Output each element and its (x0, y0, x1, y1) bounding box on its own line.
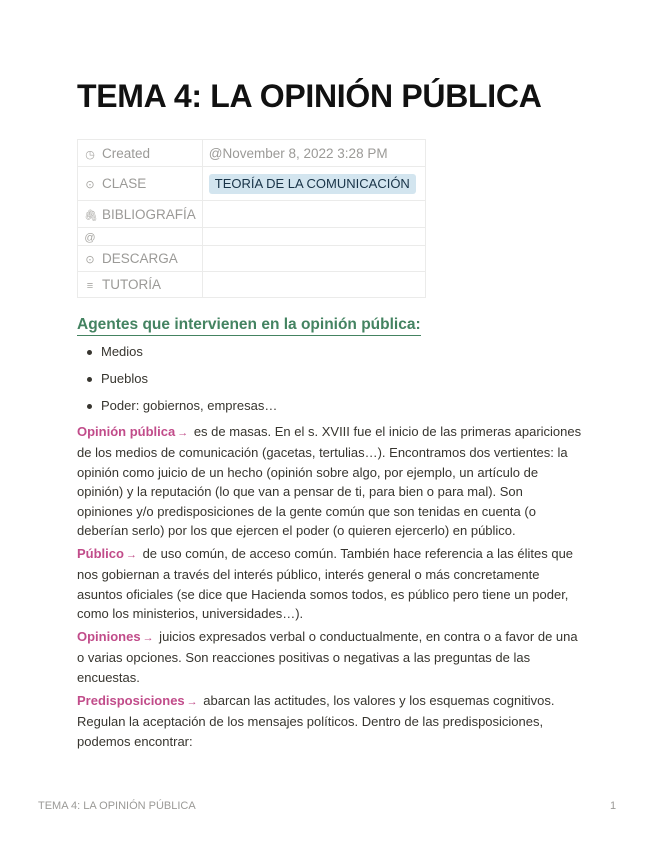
property-key: ⊙ DESCARGA (78, 246, 203, 272)
paperclip-icon: 🖇 (84, 209, 98, 222)
section-heading: Agentes que intervienen en la opinión pública: (77, 316, 421, 336)
paragraph-text: es de masas. En el s. XVIII fue el inicio de las primeras apariciones de los medios de comunicación (gacetas, tertulias…). Encontramos dos vertientes: la opinión como juicio de un hecho (opinión sobre algo, por ejemplo, un artículo de opinión) y la reputación (lo que van a pensar de ti, para bien o para mal). Son opiniones y/o predisposiciones de la gente común que son tenidas en cuenta (o deberían serlo) por los que ejercen el poder (o quieren ejercerlo) en público. (77, 424, 582, 539)
select-icon: ⊙ (85, 179, 95, 191)
property-row-created (78, 140, 426, 167)
property-row-at (78, 228, 426, 246)
bullet-list (77, 343, 277, 424)
arrow-icon: → (125, 549, 137, 561)
paragraph-predisposiciones (77, 691, 582, 751)
list-item: Poder: gobiernos, empresas… (77, 397, 277, 424)
arrow-icon: → (142, 632, 154, 644)
term-label: Opinión pública (77, 424, 176, 439)
property-key: ≡ TUTORÍA (78, 272, 203, 298)
page-title: TEMA 4: LA OPINIÓN PÚBLICA (77, 78, 542, 114)
property-row-descarga (78, 246, 426, 272)
list-item: Pueblos (77, 370, 277, 397)
property-key (78, 228, 203, 246)
property-row-tutoria (78, 272, 426, 298)
term-label: Público (77, 546, 124, 561)
property-value (202, 167, 425, 201)
property-key: ⊙ CLASE (78, 167, 203, 201)
property-value: @November 8, 2022 3:28 PM (202, 140, 425, 167)
term-label: Predisposiciones (77, 693, 185, 708)
paragraph-opinion-publica (77, 422, 582, 540)
footer-title: TEMA 4: LA OPINIÓN PÚBLICA (38, 800, 196, 812)
arrow-icon: → (186, 696, 198, 708)
clase-tag[interactable]: TEORÍA DE LA COMUNICACIÓN (209, 174, 416, 194)
footer-page-number: 1 (610, 800, 617, 812)
at-icon: @ (84, 232, 96, 244)
paragraph-text: de uso común, de acceso común. También hace referencia a las élites que nos gobiernan a través del interés público, interés general o más concretamente asuntos oficiales (se dice que Hacienda somos todos, es público pero tiene un poder, como los ministerios, universidades…). (77, 546, 574, 622)
clock-icon: ◷ (85, 148, 95, 161)
term-label: Opiniones (77, 629, 141, 644)
property-key: 🖇 BIBLIOGRAFÍA (78, 201, 203, 228)
arrow-icon: → (177, 427, 189, 439)
paragraph-publico (77, 544, 582, 624)
property-value[interactable] (202, 201, 425, 228)
paragraph-text: abarcan las actitudes, los valores y los esquemas cognitivos. Regulan la aceptación de los mensajes políticos. Dentro de las predisposiciones, podemos encontrar: (77, 693, 555, 749)
text-icon: ≡ (86, 280, 94, 292)
paragraph-opiniones (77, 627, 582, 687)
list-item: Medios (77, 343, 277, 370)
property-value[interactable] (202, 246, 425, 272)
property-row-bibliografia (78, 201, 426, 228)
property-key: ◷ Created (78, 140, 203, 167)
property-row-clase (78, 167, 426, 201)
paragraph-text: juicios expresados verbal o conductualmente, en contra o a favor de una o varias opciones. Son reacciones positivas o negativas a las preguntas de las encuestas. (77, 629, 578, 685)
property-value[interactable] (202, 228, 425, 246)
select-icon: ⊙ (85, 254, 95, 266)
property-value[interactable] (202, 272, 425, 298)
properties-table (77, 139, 426, 298)
